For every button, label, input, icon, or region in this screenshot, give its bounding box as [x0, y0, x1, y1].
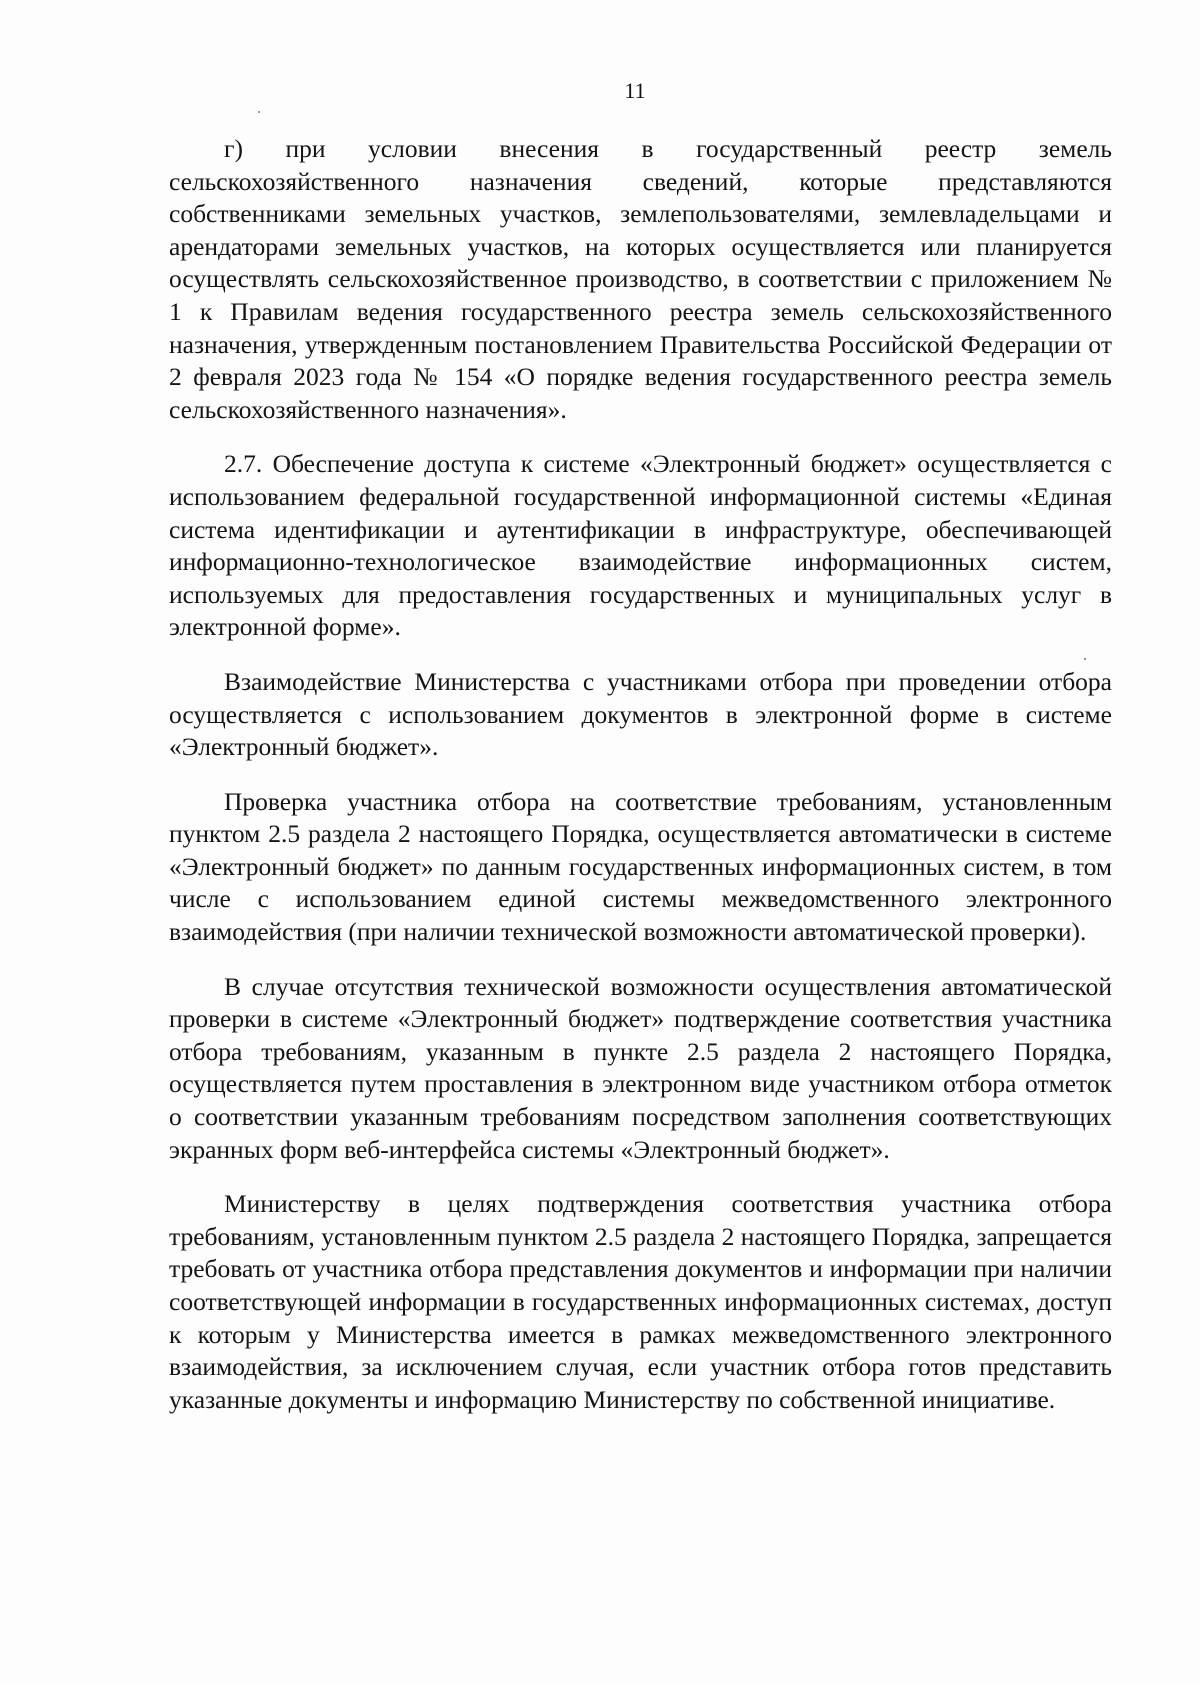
paragraph-2-7-access: 2.7. Обеспечение доступа к системе «Электронный бюджет» осуществляется с использованием федеральной государственной информационной системы «Единая система идентификации и аутентификации в инфраструктуре, обеспечивающей информационно-технологическое взаимодействие информационных систем, используемых для предоставления государственных и муниципальных услуг в электронной форме».: [169, 449, 1112, 642]
paragraph-automatic-check: Проверка участника отбора на соответствие требованиям, установленным пунктом 2.5 раздела 2 настоящего Порядка, осуществляется автоматически в системе «Электронный бюджет» по данным государственных информационных систем, в том числе с использованием единой системы межведомственного электронного взаимодействия (при наличии технической возможности автоматической проверки).: [169, 786, 1112, 947]
page-number: 11: [624, 78, 646, 103]
document-body: [169, 133, 1112, 1438]
paragraph-item-g: г) при условии внесения в государственный реестр земель сельскохозяйственного назначения сведений, которые представляются собственниками земельных участков, землепользователями, землевладельцами и арендаторами земельных участков, на которых осуществляется или планируется осуществлять сельскохозяйственное производство, в соответствии с приложением № 1 к Правилам ведения государственного реестра земель сельскохозяйственного назначения, утвержденным постановлением Правительства Российской Федерации от 2 февраля 2023 года № 154 «О порядке ведения государственного реестра земель сельскохозяйственного назначения».: [169, 134, 1112, 424]
paragraph-ministry-interaction: Взаимодействие Министерства с участниками отбора при проведении отбора осуществляется с использованием документов в электронной форме в системе «Электронный бюджет».: [169, 666, 1112, 762]
paragraph-manual-confirmation: В случае отсутствия технической возможности осуществления автоматической проверки в системе «Электронный бюджет» подтверждение соответствия участника отбора требованиям, указанным в пункте 2.5 раздела 2 настоящего Порядка, осуществляется путем проставления в электронном виде участником отбора отметок о соответствии указанным требованиям посредством заполнения соответствующих экранных форм веб-интерфейса системы «Электронный бюджет».: [169, 971, 1112, 1164]
scan-speck: [258, 111, 260, 113]
paragraph-document-restriction: Министерству в целях подтверждения соответствия участника отбора требованиям, установленным пунктом 2.5 раздела 2 настоящего Порядка, запрещается требовать от участника отбора представления документов и информации при наличии соответствующей информации в государственных информационных системах, доступ к которым у Министерства имеется в рамках межведомственного электронного взаимодействия, за исключением случая, если участник отбора готов представить указанные документы и информацию Министерству по собственной инициативе.: [169, 1189, 1112, 1414]
